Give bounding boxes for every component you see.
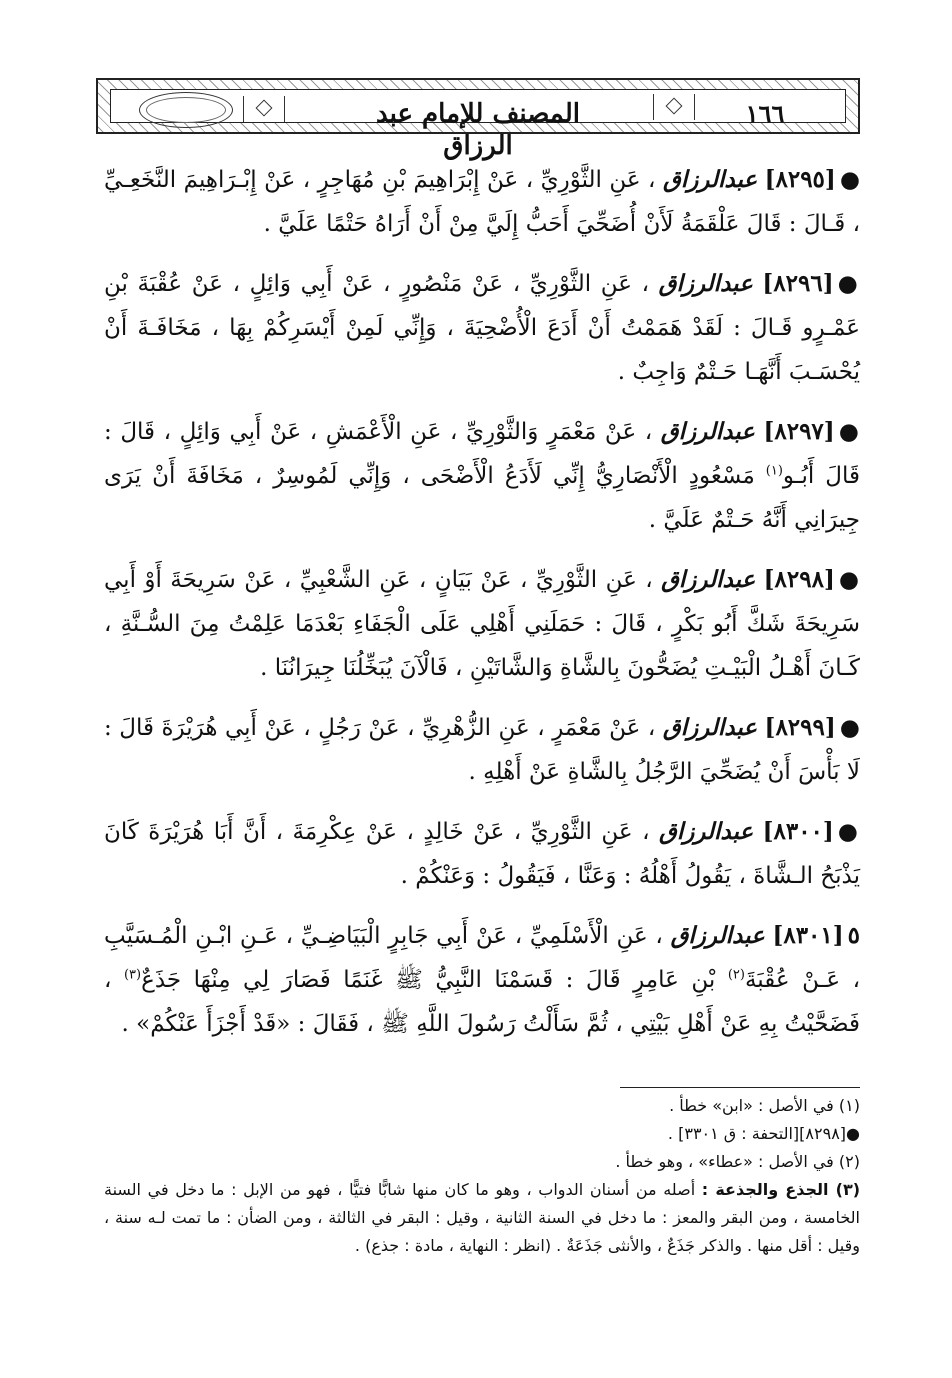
hadith-text: ، عَنِ الثَّوْرِيِّ ، عَنْ خَالِدٍ ، عَنْ عِكْرِمَةَ ، أَنَّ أَبَا هُرَيْرَةَ كَانَ يَذْبَحُ الـشَّاةَ ، يَقُولُ أَهْلُهُ : وَعَنَّا ، فَيَقُولُ : وَعَنْكُمْ . xyxy=(104,819,860,889)
bullet-icon: ● xyxy=(839,166,861,193)
footnote: ●[٨٢٩٨][التحفة : ق ٣٣٠١] . xyxy=(667,1124,860,1143)
hadith-text: ، فَضَحَّيْتُ بِهِ عَنْ أَهْلِ بَيْتِي ، ثُمَّ سَأَلْتُ رَسُولَ اللَّهِ ﷺ ، فَقَالَ : «قَدْ أَجْزَأَ عَنْكُمْ» . xyxy=(104,967,860,1037)
hadith-entry xyxy=(104,158,860,246)
book-title: المصنف للإمام عبد الرزاق xyxy=(376,99,580,161)
bullet-icon: ● xyxy=(838,418,861,445)
hadith-text: ، عَنْ مَعْمَرٍ وَالثَّوْرِيِّ ، عَنِ الْأَعْمَشِ ، عَنْ أَبِي وَائِلٍ ، قَالَ : قَالَ أَبُـو xyxy=(104,419,861,489)
footnote-marker[interactable]: (١) xyxy=(765,463,783,479)
header-frame xyxy=(110,89,846,161)
footnotes xyxy=(104,1092,860,1260)
hadith-entry xyxy=(104,410,860,542)
ornament-divider-icon xyxy=(243,96,285,122)
hadith-number: [٨٢٩٥] xyxy=(764,166,836,193)
bullet-icon: ● xyxy=(839,714,861,741)
narrator-name: عبدالرزاق xyxy=(660,418,755,445)
narrator-name: عبدالرزاق xyxy=(662,714,758,741)
hadith-entry xyxy=(104,706,860,794)
page-number: ١٦٦ xyxy=(745,99,785,128)
hadith-number: [٨٢٩٨] xyxy=(763,566,835,593)
footnote xyxy=(104,1176,860,1260)
footnote: (١) في الأصل : «ابن» خطأ . xyxy=(669,1096,860,1115)
hadith-number: [٨٣٠٠] xyxy=(762,818,834,845)
narrator-name: عبدالرزاق xyxy=(661,566,756,593)
hadith-number: [٨٢٩٩] xyxy=(764,714,836,741)
footnote-marker[interactable]: (٢) xyxy=(727,967,745,983)
narrator-name: عبدالرزاق xyxy=(658,270,753,297)
hadith-text: ، عَنْ مَعْمَرٍ ، عَنِ الزُّهْرِيِّ ، عَنْ رَجُلٍ ، عَنْ أَبِي هُرَيْرَةَ قَالَ : لَا بَأْسَ أَنْ يُضَحِّيَ الرَّجُلُ بِالشَّاةِ عَنْ أَهْلِهِ . xyxy=(104,715,860,785)
main-text xyxy=(104,158,860,1062)
hadith-entry xyxy=(104,558,860,690)
bullet-icon: ● xyxy=(837,818,861,845)
ornament-medallion-icon xyxy=(139,92,233,128)
hadith-text: ، عَنِ الْأَسْلَمِيِّ ، عَنْ أَبِي جَابِرٍ الْبَيَاضِـيِّ ، عَـنِ ابْـنِ الْمُـسَيَّبِ ، عَـنْ عُقْبَةَ xyxy=(104,923,861,993)
hadith-text: ، عَنِ الثَّوْرِيِّ ، عَنْ مَنْصُورٍ ، عَنْ أَبِي وَائِلٍ ، عَنْ عُقْبَةَ بْنِ عَمْـرٍو قَـالَ : لَقَدْ هَمَمْتُ أَنْ أَدَعَ الْأُضْحِيَةَ ، وَإِنِّي لَمِنْ أَيْسَرِكُمْ بِهَا ، مَخَافَـةَ أَنْ يُحْسَـبَ أَنَّهَـا حَـتْمٌ وَاجِبٌ . xyxy=(104,271,860,385)
footnote-marker[interactable]: (٣) xyxy=(123,967,142,983)
narrator-name: عبدالرزاق xyxy=(662,166,758,193)
hadith-text: ، عَنِ الثَّوْرِيِّ ، عَنْ إِبْرَاهِيمَ بْنِ مُهَاجِرٍ ، عَنْ إِبْـرَاهِيمَ النَّخَعِـيِّ ، قَـالَ : قَالَ عَلْقَمَةُ لَأَنْ أُضَحِّيَ أَحَبُّ إِلَيَّ مِنْ أَنْ أَرَاهُ حَتْمًا عَلَيَّ . xyxy=(104,167,860,237)
hadith-text: بْنِ عَامِرٍ قَالَ : قَسَمْنَا النَّبِيُّ ﷺ غَنَمًا فَصَارَ لِي مِنْهَا جَذَعٌ xyxy=(141,967,716,993)
footnote-divider xyxy=(620,1087,860,1088)
narrator-name: عبدالرزاق xyxy=(670,922,765,949)
hadith-text: مَسْعُودٍ الْأَنْصَارِيُّ إِنِّي لَأَدَعُ الْأَضْحَى ، وَإِنِّي لَمُوسِرٌ ، مَخَافَةَ أَنْ يَرَى جِيرَانِي أَنَّهُ حَـتْمٌ عَلَيَّ . xyxy=(104,463,860,533)
bullet-icon: ● xyxy=(838,566,861,593)
footnote-term: (٣) الجذع والجذعة : xyxy=(701,1180,861,1199)
hadith-entry xyxy=(104,262,860,394)
bullet-icon: ٥ xyxy=(847,922,861,949)
page-header xyxy=(96,78,860,161)
hadith-text: ، عَنِ الثَّوْرِيِّ ، عَنْ بَيَانٍ ، عَنِ الشَّعْبِيِّ ، عَنْ سَرِيحَةَ أَوْ أَبِي سَرِيحَةَ شَكَّ أَبُو بَكْرٍ ، قَالَ : حَمَلَنِي أَهْلِي عَلَى الْجَفَاءِ بَعْدَمَا عَلِمْتُ مِنَ السُّـنَّةِ ، كَـانَ أَهْـلُ الْبَيْـتِ يُضَحُّونَ بِالشَّاةِ وَالشَّاتَيْنِ ، فَالْآنَ يُبَخِّلُنَا جِيرَانُنَا . xyxy=(104,567,860,681)
hadith-entry xyxy=(104,810,860,898)
hadith-entry xyxy=(104,914,860,1046)
footnote: (٢) في الأصل : «عطاء» ، وهو خطأ . xyxy=(615,1152,860,1171)
footnote-text: أصله من أسنان الدواب ، وهو ما كان منها شابًّا فتيًّا ، فهو من الإبل : ما دخل في السنة الخامسة ، ومن البقر والمعز : ما دخل في السنة الثانية ، وقيل : البقر في الثالثة ، ومن الضأن : ما تمت لـه سنة ، وقيل : أقل منها . والذكر جَذَعٌ ، والأنثى جَذَعَةٌ . (انظر : النهاية ، مادة : جذع) . xyxy=(104,1180,860,1255)
hadith-number: [٨٣٠١] xyxy=(772,922,844,949)
ornament-divider-icon xyxy=(653,94,695,120)
bullet-icon: ● xyxy=(837,270,861,297)
narrator-name: عبدالرزاق xyxy=(658,818,754,845)
hadith-number: [٨٢٩٦] xyxy=(762,270,834,297)
hadith-number: [٨٢٩٧] xyxy=(763,418,835,445)
